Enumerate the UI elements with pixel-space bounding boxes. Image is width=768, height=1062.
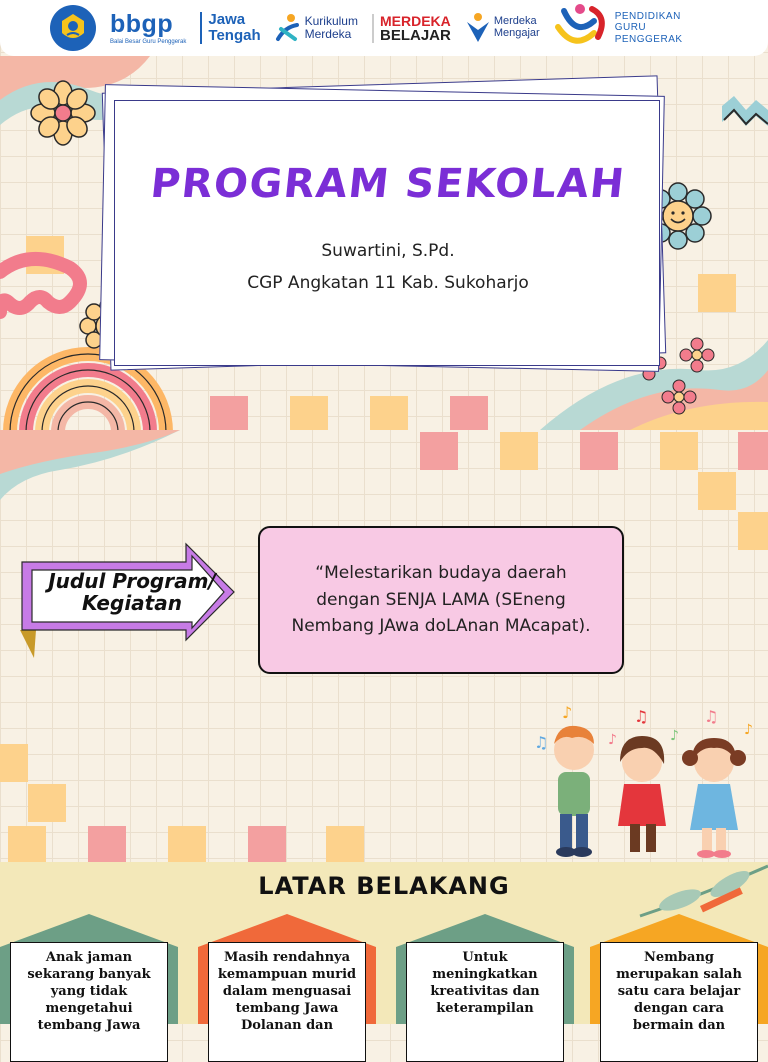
background-card-text: Nembang merupakan salah satu cara belajar dengan cara bermain dan xyxy=(616,950,742,1033)
kurikulum-merdeka-logo-icon xyxy=(275,13,301,43)
orange-tile xyxy=(326,826,364,864)
svg-text:♪: ♪ xyxy=(562,703,573,722)
merdeka-belajar-line-2: BELAJAR xyxy=(379,26,451,44)
program-quote-box xyxy=(258,526,624,674)
orange-tile xyxy=(0,744,28,782)
flower-icon xyxy=(680,338,714,372)
pink-tile xyxy=(738,432,768,470)
region-label xyxy=(200,12,260,44)
pink-tile xyxy=(210,396,248,430)
latar-belakang-title: LATAR BELAKANG xyxy=(258,872,510,900)
orange-tile xyxy=(290,396,328,430)
kurikulum-merdeka-logo xyxy=(275,13,358,43)
program-label xyxy=(42,570,222,614)
kurikulum-line-2: Merdeka xyxy=(304,27,352,41)
tut-wuri-handayani-logo-icon xyxy=(50,5,96,51)
svg-text:♫: ♫ xyxy=(534,733,549,752)
background-card-text: Masih rendahnya kemampuan murid dalam menguasai tembang Jawa Dolanan dan xyxy=(217,950,357,1033)
background-card-text: Untuk meningkatkan kreativitas dan keterampilan xyxy=(430,950,540,1016)
pgp-line-2: GURU xyxy=(614,22,647,34)
author-name: Suwartini, S.Pd. xyxy=(321,241,455,261)
pink-tile xyxy=(450,396,488,430)
orange-tile xyxy=(8,826,46,864)
merdeka-mengajar-line-1: Merdeka xyxy=(493,15,537,28)
program-label-line-2: Kegiatan xyxy=(82,591,182,615)
svg-text:♪: ♪ xyxy=(670,728,679,744)
program-label-line-1: Judul Program/ xyxy=(48,569,216,593)
singing-children-icon xyxy=(524,700,764,860)
merdeka-belajar-line-1: MERDEKA xyxy=(379,12,451,29)
pgp-line-3: PENGGERAK xyxy=(614,33,683,45)
pink-tile xyxy=(580,432,618,470)
merdeka-mengajar-logo-icon xyxy=(465,12,491,44)
partner-logo-header xyxy=(0,0,768,56)
pink-tile xyxy=(420,432,458,470)
pink-tile xyxy=(248,826,286,864)
bbgp-subtitle: Balai Besar Guru Penggerak xyxy=(110,38,187,45)
background-card xyxy=(396,914,574,1054)
orange-tile xyxy=(28,784,66,822)
orange-tile xyxy=(698,472,736,510)
merdeka-belajar-logo xyxy=(372,14,451,43)
program-title-arrow xyxy=(16,540,238,662)
flower-icon xyxy=(30,80,96,146)
merdeka-mengajar-logo xyxy=(465,12,540,44)
background-card xyxy=(198,914,376,1054)
svg-text:♫: ♫ xyxy=(634,707,649,726)
orange-tile xyxy=(500,432,538,470)
merdeka-mengajar-line-2: Mengajar xyxy=(493,27,540,39)
author-affiliation: CGP Angkatan 11 Kab. Sukoharjo xyxy=(247,273,529,293)
background-card-text: Anak jaman sekarang banyak yang tidak mengetahui tembang Jawa xyxy=(27,950,151,1033)
bbgp-logo xyxy=(110,9,187,45)
program-quote: “Melestarikan budaya daerah dengan SENJA LAMA (SEneng Nembang JAwa doLAnan MAcapat). xyxy=(291,563,591,637)
svg-text:♪: ♪ xyxy=(744,722,753,738)
orange-tile xyxy=(660,432,698,470)
teal-wave-decoration xyxy=(0,430,180,500)
title-card xyxy=(100,78,670,378)
bbgp-wordmark: bbgp xyxy=(110,9,174,38)
region-line-1: Jawa xyxy=(208,11,246,29)
guru-penggerak-logo xyxy=(554,3,683,53)
background-card xyxy=(0,914,178,1054)
guru-penggerak-logo-icon xyxy=(554,3,612,53)
pgp-line-1: PENDIDIKAN xyxy=(614,10,681,22)
page-title: PROGRAM SEKOLAH xyxy=(148,161,628,207)
orange-tile xyxy=(738,512,768,550)
orange-tile xyxy=(168,826,206,864)
orange-tile xyxy=(370,396,408,430)
squiggle-decoration xyxy=(722,96,768,130)
svg-text:♫: ♫ xyxy=(704,707,719,726)
pink-coil-decoration xyxy=(0,252,86,332)
svg-text:♪: ♪ xyxy=(608,732,617,748)
kurikulum-line-1: Kurikulum xyxy=(304,14,358,29)
pink-tile xyxy=(88,826,126,864)
title-card-front xyxy=(114,100,660,366)
region-line-2: Tengah xyxy=(208,27,261,44)
background-card xyxy=(590,914,768,1054)
flower-icon xyxy=(662,380,696,414)
orange-tile xyxy=(698,274,736,312)
